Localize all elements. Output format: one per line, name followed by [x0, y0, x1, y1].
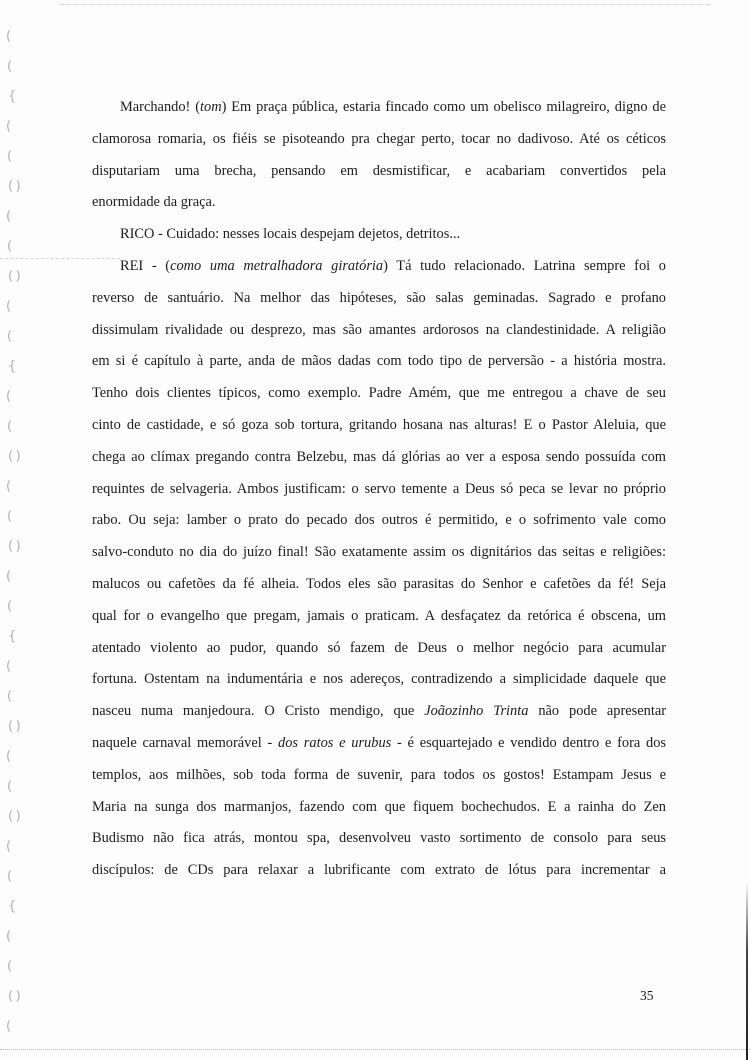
text-line: atentado violento ao pudor, quando só fazem de Deus o melhor negócio para acumular: [92, 639, 666, 656]
text-line: Maria na sunga dos marmanjos, fazendo com que fiquem bochechudos. E a rainha do Zen: [92, 798, 666, 815]
text-line: Budismo não fica atrás, montou spa, desenvolveu vasto sortimento de consolo para seus: [92, 830, 666, 847]
binding-hole-mark: (: [7, 509, 13, 524]
text-line: disputariam uma brecha, pensando em desmistificar, e acabariam convertidos pela: [92, 162, 666, 179]
binding-hole-mark: (: [7, 149, 13, 164]
text-line: fortuna. Ostentam na indumentária e nos adereços, contradizendo a simplicidade daquele que: [92, 671, 666, 688]
binding-hole-mark: (: [6, 119, 12, 134]
binding-hole-mark: ( ): [8, 179, 21, 194]
binding-hole-mark: ( ): [8, 719, 21, 734]
binding-hole-mark: (: [7, 599, 13, 614]
text-line: em si é capítulo à parte, anda de mãos dadas com todo tipo de perversão - a história mostra.: [92, 353, 666, 370]
binding-hole-mark: (: [6, 839, 12, 854]
binding-hole-mark: ( ): [8, 989, 21, 1004]
text-line: discípulos: de CDs para relaxar a lubrificante com extrato de lótus para incrementar a: [92, 862, 666, 879]
text-line: Tenho dois clientes típicos, como exemplo. Padre Amém, que me entregou a chave de seu: [92, 385, 666, 402]
text-line: RICO - Cuidado: nesses locais despejam dejetos, detritos...: [120, 226, 461, 243]
page-edge-shadow: [746, 880, 748, 1060]
text-line: salvo-conduto no dia do juízo final! São exatamente assim os dignitários das seitas e religiões:: [92, 544, 666, 561]
text-line: REI - (como uma metralhadora giratória) Tá tudo relacionado. Latrina sempre foi o: [120, 257, 666, 274]
binding-hole-mark: ( ): [8, 539, 21, 554]
text-line: qual for o evangelho que pregam, jamais o praticam. A desfaçatez da retórica é obscena, um: [92, 607, 666, 624]
binding-hole-mark: (: [6, 749, 12, 764]
text-line: enormidade da graça.: [92, 194, 216, 211]
text-line: nasceu numa manjedoura. O Cristo mendigo, que Joãozinho Trinta não pode apresentar: [92, 703, 666, 720]
binding-hole-mark: (: [7, 329, 13, 344]
text-line: cinto de castidade, e só goza sob tortura, gritando hosana nas alturas! E o Pastor Aleluia, que: [92, 416, 666, 433]
paragraph-2: [92, 219, 666, 251]
binding-hole-mark: (: [6, 929, 12, 944]
binding-hole-mark: (: [6, 1019, 12, 1034]
paragraph-3: [92, 251, 666, 887]
binding-hole-mark: {: [8, 629, 17, 644]
text-line: naquele carnaval memorável - dos ratos e urubus - é esquartejado e vendido dentro e fora dos: [92, 734, 667, 751]
paragraph-1: [92, 92, 666, 219]
binding-hole-mark: {: [8, 899, 17, 914]
binding-hole-mark: (: [6, 299, 12, 314]
text-line: chega ao clímax pregando contra Belzebu, mas dá glórias ao ver a esposa sendo possuída com: [92, 448, 666, 465]
binding-hole-mark: (: [7, 869, 13, 884]
binding-hole-mark: {: [8, 89, 17, 104]
binding-hole-mark: (: [6, 29, 12, 44]
binding-holes: [2, 30, 30, 1060]
binding-hole-mark: (: [6, 209, 12, 224]
page-number: 35: [640, 988, 654, 1003]
binding-hole-mark: ( ): [8, 809, 21, 824]
text-line: requintes de selvageria. Ambos justificam: o servo temente a Deus só peca se levar no próprio: [92, 480, 666, 497]
text-line: rabo. Ou seja: lamber o prato do pecado dos outros é permitido, e o sofrimento vale como: [92, 512, 666, 529]
binding-hole-mark: (: [7, 779, 13, 794]
binding-hole-mark: (: [7, 689, 13, 704]
body-text: [92, 92, 666, 887]
binding-hole-mark: (: [7, 959, 13, 974]
scan-artifact-bottom: [0, 1049, 750, 1050]
binding-hole-mark: (: [6, 659, 12, 674]
scan-artifact-top: [60, 4, 710, 5]
binding-hole-mark: (: [6, 569, 12, 584]
binding-hole-mark: ( ): [8, 449, 21, 464]
binding-hole-mark: (: [7, 239, 13, 254]
text-line: templos, aos milhões, sob toda forma de suvenir, para todos os gostos! Estampam Jesus e: [92, 766, 666, 783]
text-line: malucos ou cafetões da fé alheia. Todos eles são parasitas do Senhor e cafetões da fé! Seja: [92, 575, 666, 592]
binding-hole-mark: (: [6, 389, 12, 404]
text-line: clamorosa romaria, os fiéis se pisoteando pra chegar perto, tocar no dadivoso. Até os céticos: [92, 130, 666, 147]
text-line: reverso de santuário. Na melhor das hipóteses, são salas geminadas. Sagrado e profano: [92, 289, 666, 306]
text-line: dissimulam rivalidade ou desprezo, mas são amantes ardorosos na clandestinidade. A religião: [92, 321, 666, 338]
binding-hole-mark: ( ): [8, 269, 21, 284]
binding-hole-mark: (: [7, 419, 13, 434]
binding-hole-mark: (: [6, 479, 12, 494]
binding-hole-mark: (: [7, 59, 13, 74]
binding-hole-mark: {: [8, 359, 17, 374]
text-line: Marchando! (tom) Em praça pública, estaria fincado como um obelisco milagreiro, digno de: [120, 99, 667, 115]
